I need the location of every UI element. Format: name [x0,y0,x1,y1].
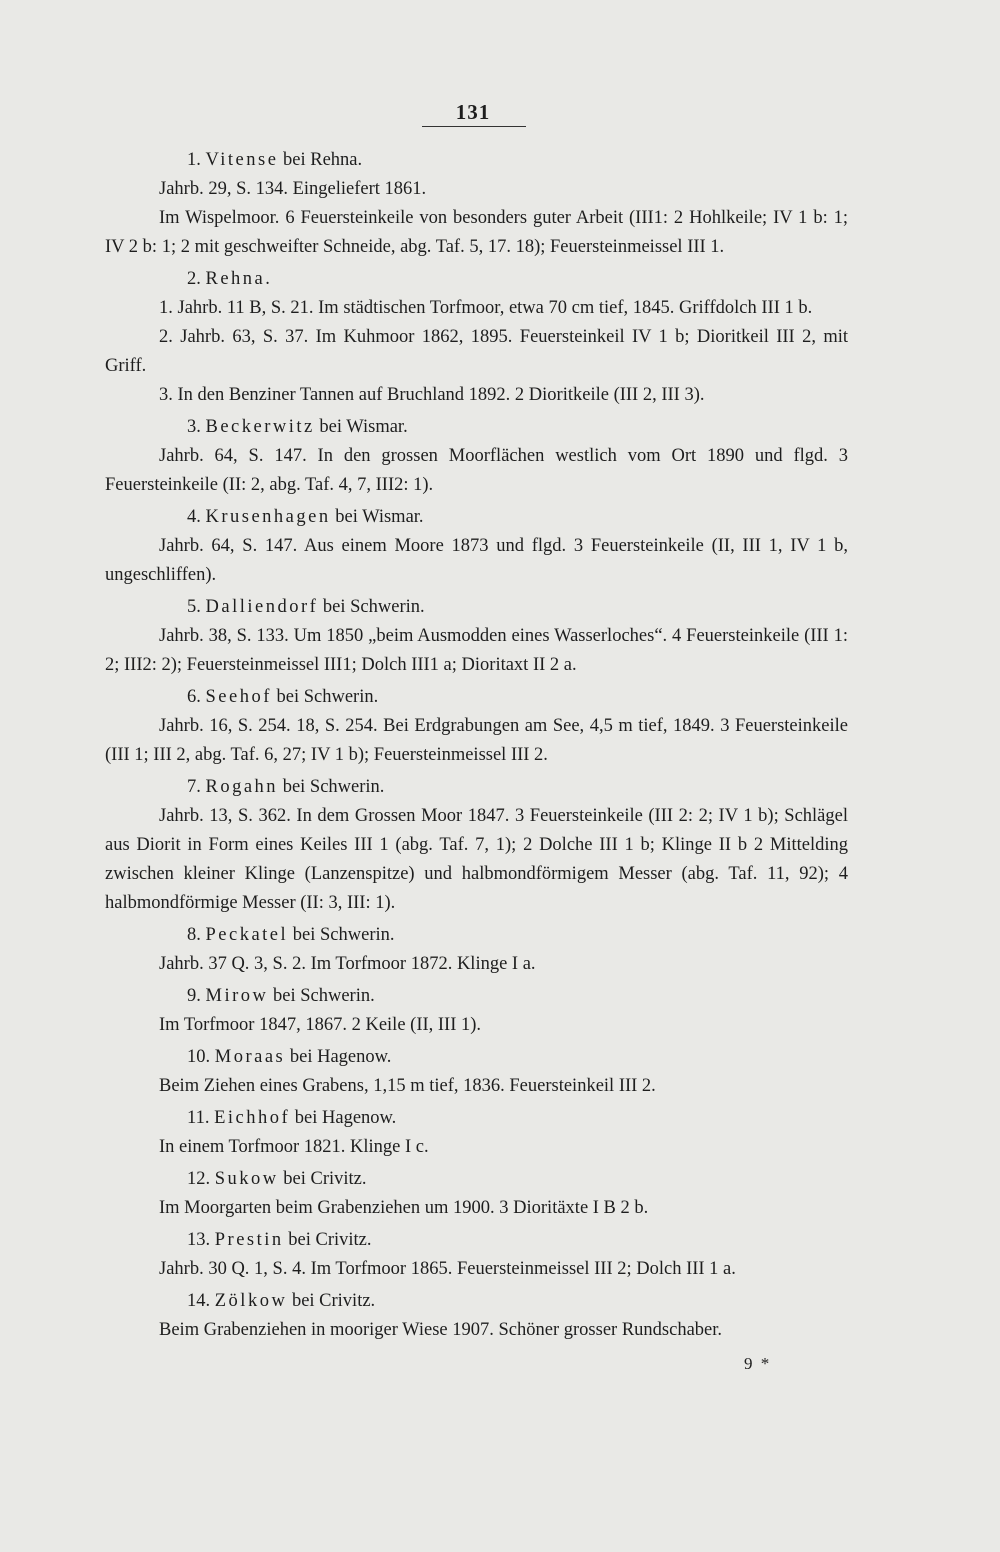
entry-heading [105,265,848,294]
place-name: Beckerwitz [205,417,315,437]
place-name: Moraas [214,1047,286,1067]
entry [105,1287,848,1345]
entry-number: 6. [187,687,201,707]
entry-paragraph: Jahrb. 38, S. 133. Um 1850 „beim Ausmodden eines Wasserloches“. 4 Feuersteinkeile (III 1: 2; III2: 2); Feuersteinmeissel III1; Dolch III1 a; Dioritaxt II 2 a. [105,626,848,675]
place-name: Rehna. [205,269,273,289]
page-number-rule [422,126,526,127]
entry [105,413,848,500]
entry-paragraph: Im Torfmoor 1847, 1867. 2 Keile (II, III 1). [159,1015,482,1035]
entry [105,921,848,979]
entry-paragraph: Jahrb. 64, S. 147. Aus einem Moore 1873 und flgd. 3 Feuersteinkeile (II, III 1, IV 1 b, ungeschliffen). [105,536,848,585]
place-name: Dalliendorf [205,597,319,617]
place-name: Seehof [205,687,272,707]
entry [105,146,848,262]
entry-paragraph: 3. In den Benziner Tannen auf Bruchland 1892. 2 Dioritkeile (III 2, III 3). [159,385,705,405]
entry-paragraph: Jahrb. 16, S. 254. 18, S. 254. Bei Erdgrabungen am See, 4,5 m tief, 1849. 3 Feuersteinkeile (III 1; III 2, abg. Taf. 6, 27; IV 1 b); Feuersteinmeissel III 2. [105,716,848,765]
place-name: Vitense [205,150,279,170]
entry-number: 1. [187,150,201,170]
entry [105,683,848,770]
entry-paragraph: Jahrb. 13, S. 362. In dem Grossen Moor 1847. 3 Feuersteinkeile (III 2: 2; IV 1 b); Schlägel aus Diorit in Form eines Keiles III 1 (abg. Taf. 7, 1); 2 Dolche III 1 b; Klinge II b 2 Mittelding zwischen kleiner Klinge (Lanzenspitze) und halbmondförmigem Messer (abg. Taf. 11, 92); 4 halbmondförmige Messer (II: 3, III: 1). [105,806,848,913]
place-suffix: bei Schwerin. [322,597,425,617]
place-suffix: bei Wismar. [319,417,408,437]
place-name: Prestin [214,1230,284,1250]
entry [105,1165,848,1223]
entry-heading [105,413,848,442]
place-name: Peckatel [205,925,289,945]
place-suffix: bei Wismar. [335,507,424,527]
entry [105,773,848,918]
page-number: 131 [455,100,491,124]
entry [105,593,848,680]
place-name: Zölkow [214,1291,288,1311]
place-suffix: bei Crivitz. [291,1291,376,1311]
entry-number: 13. [187,1230,211,1250]
entry-number: 10. [187,1047,211,1067]
entry [105,1226,848,1284]
place-suffix: bei Crivitz. [283,1169,367,1189]
entry-number: 4. [187,507,201,527]
entry-paragraph: Beim Ziehen eines Grabens, 1,15 m tief, 1836. Feuersteinkeil III 2. [159,1076,656,1096]
entry-paragraph: 1. Jahrb. 11 B, S. 21. Im städtischen Torfmoor, etwa 70 cm tief, 1845. Griffdolch III 1 b. [159,298,813,318]
signature-mark: 9 * [744,1354,772,1373]
entry-number: 3. [187,417,201,437]
entry-heading [105,683,848,712]
entry-paragraph: Im Wispelmoor. 6 Feuersteinkeile von besonders guter Arbeit (III1: 2 Hohlkeile; IV 1 b: 1; IV 2 b: 1; 2 mit geschweifter Schneide, abg. Taf. 5, 17. 18); Feuersteinmeissel III 1. [105,208,848,257]
entry-number: 11. [187,1108,210,1128]
entry-heading [105,1104,848,1133]
entry-heading [105,1165,848,1194]
entry-heading [105,1043,848,1072]
entry [105,1104,848,1162]
place-suffix: bei Hagenow. [294,1108,397,1128]
entry-paragraph: Beim Grabenziehen in mooriger Wiese 1907. Schöner grosser Rundschaber. [159,1320,723,1340]
entries-list [105,146,848,1348]
entry-paragraph: Jahrb. 37 Q. 3, S. 2. Im Torfmoor 1872. Klinge I a. [159,954,536,974]
entry [105,503,848,590]
entry-paragraph: Jahrb. 64, S. 147. In den grossen Moorflächen westlich vom Ort 1890 und flgd. 3 Feuersteinkeile (II: 2, abg. Taf. 4, 7, III2: 1). [105,446,848,495]
place-suffix: bei Schwerin. [276,687,379,707]
place-suffix: bei Crivitz. [288,1230,372,1250]
entry-heading [105,982,848,1011]
place-name: Rogahn [205,777,279,797]
entry-paragraph: 2. Jahrb. 63, S. 37. Im Kuhmoor 1862, 1895. Feuersteinkeil IV 1 b; Dioritkeil III 2, mit Griff. [105,327,848,376]
entry-number: 7. [187,777,201,797]
entry-paragraph: In einem Torfmoor 1821. Klinge I c. [159,1137,429,1157]
place-suffix: bei Schwerin. [282,777,385,797]
entry-heading [105,921,848,950]
place-name: Sukow [214,1169,279,1189]
entry-number: 9. [187,986,201,1006]
place-suffix: bei Schwerin. [292,925,395,945]
entry-number: 12. [187,1169,211,1189]
entry-paragraph: Jahrb. 30 Q. 1, S. 4. Im Torfmoor 1865. Feuersteinmeissel III 2; Dolch III 1 a. [159,1259,736,1279]
entry [105,1043,848,1101]
entry-number: 2. [187,269,201,289]
entry-paragraph: Im Moorgarten beim Grabenziehen um 1900. 3 Dioritäxte I B 2 b. [159,1198,649,1218]
entry-number: 8. [187,925,201,945]
place-suffix: bei Rehna. [283,150,363,170]
entry-heading [105,1287,848,1316]
entry-paragraph: Jahrb. 29, S. 134. Eingeliefert 1861. [159,179,427,199]
place-name: Krusenhagen [205,507,331,527]
place-name: Mirow [205,986,269,1006]
place-suffix: bei Schwerin. [273,986,375,1006]
entry-heading [105,503,848,532]
entry-heading [105,593,848,622]
place-name: Eichhof [214,1108,291,1128]
entry [105,265,848,410]
entry-heading [105,1226,848,1255]
entry-number: 5. [187,597,201,617]
entry-heading [105,773,848,802]
entry-heading [105,146,848,175]
entry [105,982,848,1040]
entry-number: 14. [187,1291,211,1311]
place-suffix: bei Hagenow. [289,1047,392,1067]
